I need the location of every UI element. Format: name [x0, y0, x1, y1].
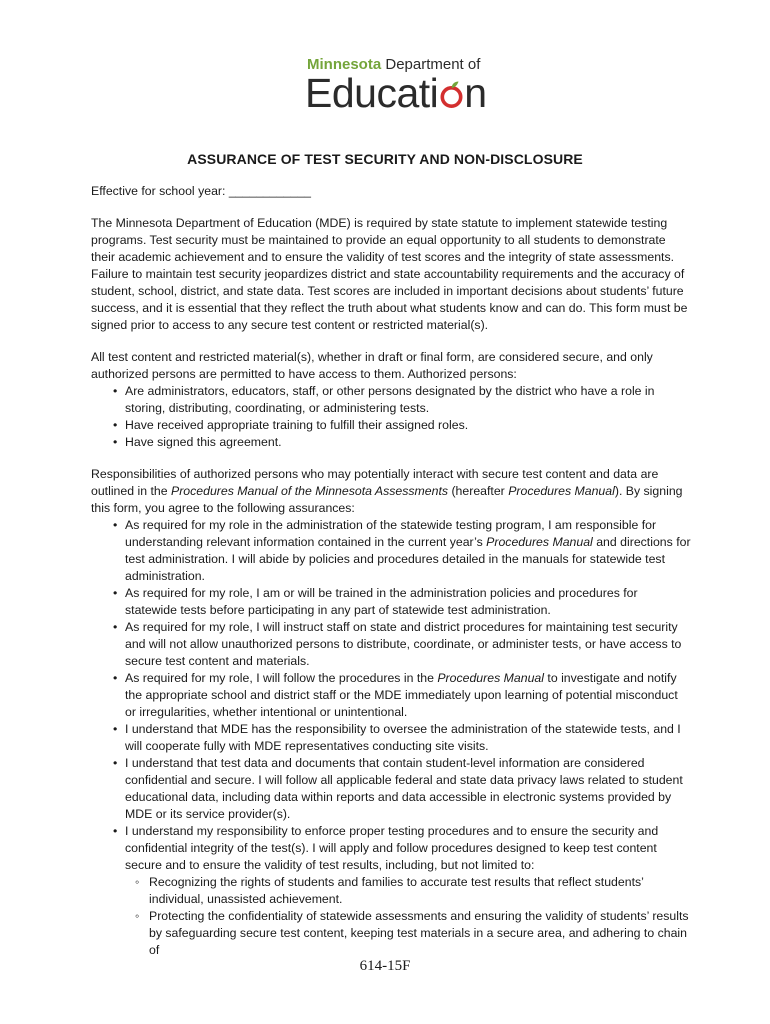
logo-state: Minnesota: [307, 56, 382, 73]
responsibilities-text-1: Responsibilities of authorized persons who may potentially interact with secure test content and data are outlined in the: [91, 467, 659, 498]
logo-department: Department of: [381, 56, 481, 73]
intro-paragraph: The Minnesota Department of Education (MDE) is required by state statute to implement statewide testing programs. Test security must be maintained to provide an equal opportunity to all students to demonstrate their academic achievement and to ensure the validity of test scores and the integrity of state assessments. Failure to maintain test security jeopardizes district and state accountability requirements and the accuracy of student, school, district, and state data. Test scores are included in important decisions about students’ future success, and it is essential that they reflect the truth about what students know and can do. This form must be signed prior to access to any secure test content or restricted material(s).: [91, 216, 688, 332]
assurance-text: As required for my role, I will follow the procedures in the: [125, 671, 438, 685]
list-item: • Have signed this agreement.: [91, 434, 691, 451]
assurance-text: and directions for test administration. I will abide by policies and procedures detailed in the manuals for statewide test administration.: [125, 535, 691, 583]
authorized-intro: All test content and restricted material(s), whether in draft or final form, are considered secure, and only authorized persons are permitted to have access to them. Authorized persons:: [91, 350, 653, 381]
effective-school-year: Effective for school year: ____________: [91, 184, 311, 198]
list-item: • As required for my role, I am or will be trained in the administration policies and procedures for statewide tests before participating in any part of statewide test administration.: [91, 585, 691, 619]
manual-title: Procedures Manual of the Minnesota Assessments: [171, 484, 449, 498]
logo-education-word: [305, 70, 487, 117]
assurance-text: I understand my responsibility to enforce proper testing procedures and to ensure the security and confidential integrity of the test(s). I will apply and follow procedures designed to keep test content secure and to ensure the validity of test results, including, but not limited to:: [125, 824, 659, 872]
manual-short-title: Procedures Manual: [508, 484, 615, 498]
manual-short-title: Procedures Manual: [486, 535, 593, 549]
sub-list: [91, 874, 691, 959]
manual-short-title: Procedures Manual: [437, 671, 544, 685]
document-body: [91, 183, 691, 974]
sub-list-item: ◦ Protecting the confidentiality of statewide assessments and ensuring the validity of students’ results by safeguarding secure test content, keeping test materials in a secure area, and adhering to chain of: [125, 908, 691, 959]
logo-education-end: n: [464, 70, 487, 116]
list-item: • As required for my role, I will instruct staff on state and district procedures for maintaining test security and will not allow unauthorized persons to distribute, coordinate, or administer tests, or have access to secure test content and materials.: [91, 619, 691, 670]
sub-list-item: ◦ Recognizing the rights of students and families to accurate test results that reflect students’ individual, unassisted achievement.: [125, 874, 691, 908]
list-item: [91, 517, 691, 585]
responsibilities-text-2: (hereafter: [448, 484, 509, 498]
mde-logo: [305, 56, 487, 116]
assurance-text: to investigate and notify the appropriate school and district staff or the MDE immediately upon learning of potential misconduct or irregularities, whether intentional or unintentional.: [125, 671, 678, 719]
list-item: • I understand that MDE has the responsibility to oversee the administration of the statewide tests, and I will cooperate fully with MDE representatives conducting site visits.: [91, 721, 691, 755]
form-number: 614-15F: [359, 958, 411, 974]
list-item: [91, 670, 691, 721]
assurances-list: [91, 517, 691, 959]
responsibilities-text-3: ). By signing this form, you agree to the following assurances:: [91, 484, 683, 515]
authorized-list: [91, 383, 691, 451]
list-item: [91, 823, 691, 959]
logo-education-start: Educati: [305, 70, 439, 116]
list-item: • Are administrators, educators, staff, or other persons designated by the district who have a role in storing, distributing, coordinating, or administering tests.: [91, 383, 691, 417]
document-title: ASSURANCE OF TEST SECURITY AND NON-DISCLOSURE: [187, 151, 583, 167]
list-item: • Have received appropriate training to fulfill their assigned roles.: [91, 417, 691, 434]
responsibilities-paragraph: [91, 466, 691, 517]
list-item: • I understand that test data and documents that contain student-level information are considered confidential and secure. I will follow all applicable federal and state data privacy laws related to student educational data, including data within reports and data accessible in electronic systems provided by MDE or its service provider(s).: [91, 755, 691, 823]
apple-icon: [439, 79, 464, 109]
assurance-text: As required for my role in the administration of the statewide testing program, I am responsible for understanding relevant information contained in the current year’s: [125, 518, 657, 549]
